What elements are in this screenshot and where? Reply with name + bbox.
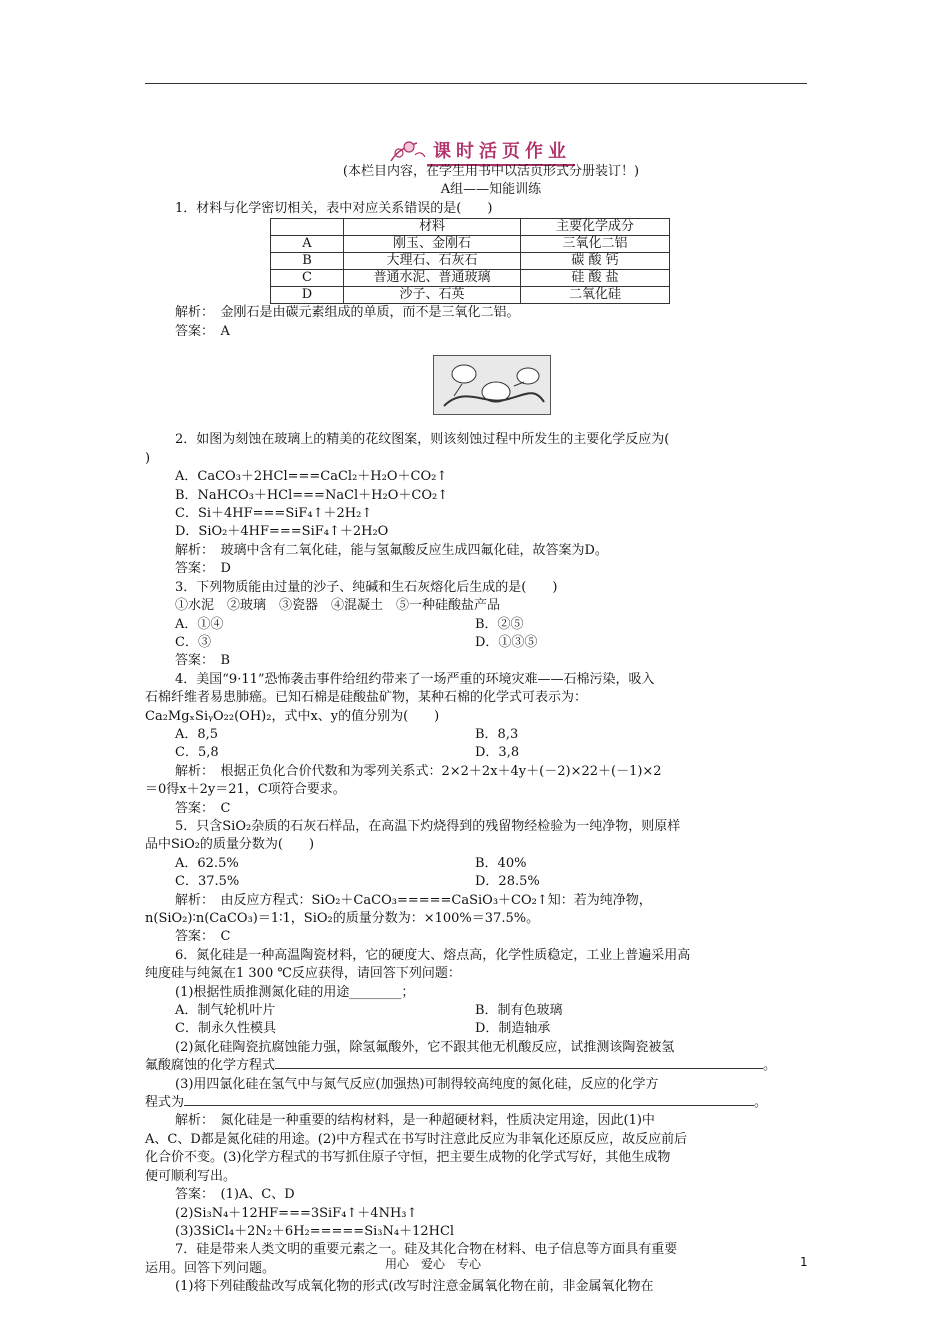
option-d: D．SiO₂＋4HF===SiF₄↑＋2H₂O xyxy=(175,524,389,540)
question-6: 6．氮化硅是一种高温陶瓷材料，它的硬度大、熔点高，化学性质稳定，工业上普遍采用高 xyxy=(175,947,691,963)
answer-5: 答案： C xyxy=(175,929,231,945)
question-5-cont: 品中SiO₂的质量分数为( ) xyxy=(145,837,315,853)
exercise-content xyxy=(145,163,807,1297)
question-6-part-2: (2)氮化硅陶瓷抗腐蚀能力强，除氢氟酸外，它不跟其他无机酸反应，试推测该陶瓷被氢 xyxy=(175,1039,675,1055)
table-cell: C xyxy=(271,270,344,287)
option-c: C．③ xyxy=(175,634,211,650)
table-cell: 碳 酸 钙 xyxy=(521,253,670,270)
options-row xyxy=(175,744,807,762)
banner-title: 课时活页作业 xyxy=(427,137,575,166)
question-3-items: ①水泥 ②玻璃 ③瓷器 ④混凝土 ⑤一种硅酸盐产品 xyxy=(175,598,501,614)
flower-decoration-icon xyxy=(387,137,427,165)
question-6-part-3-cont: 程式为 。 xyxy=(145,1095,768,1111)
question-7-cont: 运用。回答下列问题。 xyxy=(145,1260,276,1276)
answer-blank xyxy=(184,1105,754,1106)
options-row xyxy=(175,1020,807,1038)
table-header-row xyxy=(271,219,670,236)
option-a: A．8,5 xyxy=(175,726,219,742)
answer-4: 答案： C xyxy=(175,800,231,816)
table-cell: 刚玉、金刚石 xyxy=(344,236,521,253)
answer-blank xyxy=(275,1068,763,1069)
option-b: B．制有色玻璃 xyxy=(475,1003,563,1019)
option-a: A．62.5% xyxy=(175,855,239,871)
table-cell: A xyxy=(271,236,344,253)
question-5: 5．只含SiO₂杂质的石灰石样品，在高温下灼烧得到的残留物经检验为一纯净物，则原样 xyxy=(175,818,681,834)
analysis-5: 解析： 由反应方程式：SiO₂＋CaCO₃=====CaSiO₃＋CO₂↑知：若为纯净物， xyxy=(175,892,652,908)
analysis-1: 解析： 金刚石是由碳元素组成的单质，而不是三氧化二铝。 xyxy=(175,305,520,321)
option-b: B．8,3 xyxy=(475,726,519,742)
options-row xyxy=(175,855,807,873)
table-row xyxy=(271,236,670,253)
option-c: C．37.5% xyxy=(175,874,240,890)
option-c: C．5,8 xyxy=(175,745,219,761)
question-6-part-1: (1)根据性质推测氮化硅的用途________； xyxy=(175,984,415,1000)
answer-3: 答案： B xyxy=(175,653,231,669)
option-b: B．②⑤ xyxy=(475,616,524,632)
analysis-6: 解析： 氮化硅是一种重要的结构材料，是一种超硬材料，性质决定用途，因此(1)中 xyxy=(175,1113,655,1129)
question-2-cont: ) xyxy=(145,450,151,466)
option-d: D．3,8 xyxy=(475,745,520,761)
options-row xyxy=(175,634,807,652)
table-cell: 大理石、石灰石 xyxy=(344,253,521,270)
option-a: A．CaCO₃＋2HCl===CaCl₂＋H₂O＋CO₂↑ xyxy=(175,469,448,485)
answer-1: 答案： A xyxy=(175,323,230,339)
table-row xyxy=(271,253,670,270)
analysis-6-cont: 化合价不变。(3)化学方程式的书写抓住原子守恒，把主要生成物的化学式写好，其他生成物 xyxy=(145,1150,671,1166)
answer-6: 答案： (1)A、C、D xyxy=(175,1187,295,1203)
analysis-4: 解析： 根据正负化合价代数和为零列关系式：2×2＋2x＋4y＋(－2)×22＋(－1)×2 xyxy=(175,763,662,779)
table-cell: 普通水泥、普通玻璃 xyxy=(344,270,521,287)
options-row xyxy=(175,726,807,744)
option-a: A．制气轮机叶片 xyxy=(175,1003,276,1019)
table-cell: 硅 酸 盐 xyxy=(521,270,670,287)
table-cell: D xyxy=(271,287,344,304)
option-a: A．①④ xyxy=(175,616,224,632)
option-b: B．40% xyxy=(475,855,527,871)
table-header-cell xyxy=(271,219,344,236)
table-cell: 三氧化二铝 xyxy=(521,236,670,253)
option-d: D．制造轴承 xyxy=(475,1021,551,1037)
question-4-cont: Ca₂MgₓSiᵧO₂₂(OH)₂，式中x、y的值分别为( ) xyxy=(145,708,440,724)
analysis-4-cont: ＝0得x＋2y＝21，C项符合要求。 xyxy=(145,782,346,798)
question-6-part-3: (3)用四氯化硅在氢气中与氮气反应(加强热)可制得较高纯度的氮化硅，反应的化学方 xyxy=(175,1076,659,1092)
question-6-part-3-text: 程式为 xyxy=(145,1095,185,1111)
question-4: 4．美国“9·11”恐怖袭击事件给纽约带来了一场严重的环境灾难——石棉污染，吸入 xyxy=(175,671,655,687)
options-row xyxy=(175,1002,807,1020)
question-1: 1．材料与化学密切相关，表中对应关系错误的是( ) xyxy=(175,200,493,216)
question-6-part-2-cont: 氟酸腐蚀的化学方程式 。 xyxy=(145,1058,777,1074)
options-row xyxy=(175,873,807,891)
header-rule xyxy=(145,83,807,84)
page-number: 1 xyxy=(800,1255,808,1269)
question-3: 3．下列物质能由过量的沙子、纯碱和生石灰熔化后生成的是( ) xyxy=(175,579,558,595)
analysis-5-cont: n(SiO₂)∶n(CaCO₃)＝1∶1，SiO₂的质量分数为：×100%＝37.5%。 xyxy=(145,911,540,926)
note-line: (本栏目内容，在学生用书中以活页形式分册装订！) xyxy=(342,164,640,179)
option-c: C．Si＋4HF===SiF₄↑＋2H₂↑ xyxy=(175,506,373,522)
option-d: D．28.5% xyxy=(475,874,540,890)
answer-2: 答案： D xyxy=(175,561,231,577)
question-6-cont: 纯度硅与纯氮在1 300 ℃反应获得，请回答下列问题： xyxy=(145,966,461,982)
question-6-part-2-text: 氟酸腐蚀的化学方程式 xyxy=(145,1058,276,1074)
answer-6-part-2: (2)Si₃N₄＋12HF===3SiF₄↑＋4NH₃↑ xyxy=(175,1205,418,1221)
question-7: 7．硅是带来人类文明的重要元素之一。硅及其化合物在材料、电子信息等方面具有重要 xyxy=(175,1242,678,1258)
glass-flower-image xyxy=(433,355,551,415)
table-header-cell: 主要化学成分 xyxy=(521,219,670,236)
table-row xyxy=(271,287,670,304)
option-d: D．①③⑤ xyxy=(475,634,538,650)
option-c: C．制永久性模具 xyxy=(175,1021,276,1037)
option-b: B．NaHCO₃＋HCl===NaCl＋H₂O＋CO₂↑ xyxy=(175,487,449,503)
options-row xyxy=(175,616,807,634)
question-2: 2．如图为刻蚀在玻璃上的精美的花纹图案，则该刻蚀过程中所发生的主要化学反应为( xyxy=(175,432,670,448)
question-7-part-1: (1)将下列硅酸盐改写成氧化物的形式(改写时注意金属氧化物在前，非金属氧化物在 xyxy=(175,1279,654,1295)
table-cell: 二氧化硅 xyxy=(521,287,670,304)
table-header-cell: 材料 xyxy=(344,219,521,236)
analysis-2: 解析： 玻璃中含有二氧化硅，能与氢氟酸反应生成四氟化硅，故答案为D。 xyxy=(175,542,608,558)
table-row xyxy=(271,270,670,287)
answer-6-part-3: (3)3SiCl₄＋2N₂＋6H₂=====Si₃N₄＋12HCl xyxy=(175,1223,455,1239)
section-banner xyxy=(387,137,575,165)
materials-table xyxy=(270,218,670,304)
analysis-6-cont: 便可顺利写出。 xyxy=(145,1168,237,1184)
table-cell: 沙子、石英 xyxy=(344,287,521,304)
table-cell: B xyxy=(271,253,344,270)
question-4-cont: 石棉纤维者易患肺癌。已知石棉是硅酸盐矿物，某种石棉的化学式可表示为： xyxy=(145,690,588,706)
footer-slogan: 用心 爱心 专心 xyxy=(385,1257,482,1271)
group-heading: A组——知能训练 xyxy=(440,182,542,198)
analysis-6-cont: A、C、D都是氮化硅的用途。(2)中方程式在书写时注意此反应为非氧化还原反应，故反应前后 xyxy=(145,1131,688,1147)
